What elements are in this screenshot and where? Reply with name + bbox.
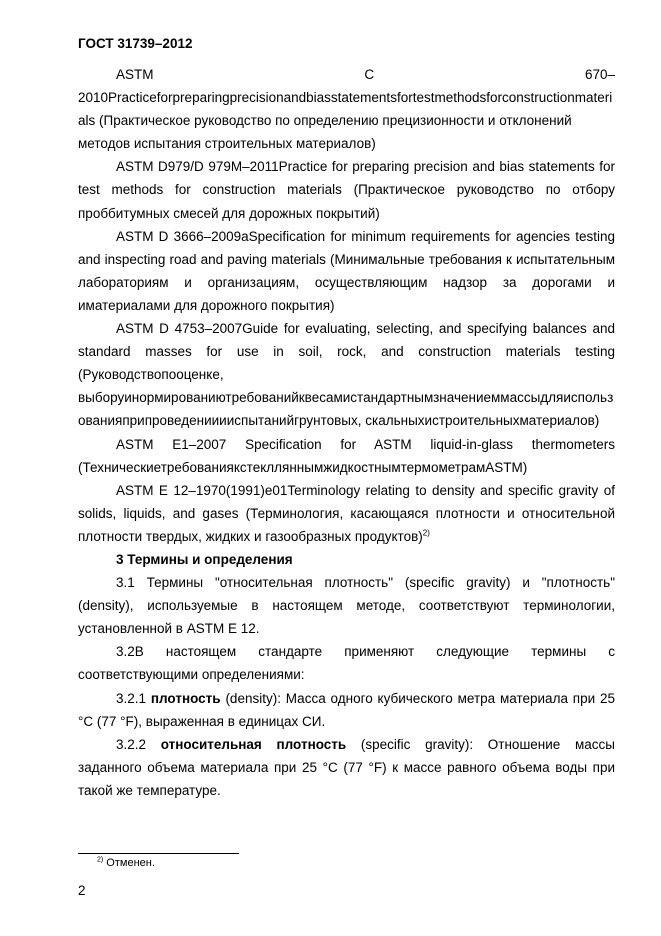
reference-astm-d3666: ASTM D 3666–2009aSpecification for minimum requirements for agencies testing and inspecting road and paving materials (Минимальные требования к испытательным лабораториям и организациям, осуществляющим надзор за дорогами и иматериалами для дорожного покрытия) [78,228,615,313]
paragraph-3-2: 3.2В настоящем стандарте применяют следующие термины с соответствующими определениями: [78,644,615,683]
reference-text: ASTM E 12–1970(1991)e01Terminology relating to density and specific gravity of solids, liquids, and gases (Терминология, касающаяся плотности и относительной плотности твердых, жидких и газообразных продуктов) [78,482,615,544]
definition-number: 3.2.1 [116,690,147,706]
reference-astm-c670: 2010Practiceforpreparingprecisionandbiasstatementsfortestmethodsforconstructionmaterials (Практическое руководство по определению прецизионности и отклонений методов испытания строительных материалов) [78,90,613,152]
paragraph-3-1: 3.1 Термины "относительная плотность" (specific gravity) и "плотность" (density), используемые в настоящем методе, соответствуют терминологии, установленной в ASTM E 12. [78,575,615,637]
definition-specific-gravity [78,733,615,802]
footnote-text: Отменен. [106,857,155,869]
footnote-marker: 2) [97,856,104,864]
definition-text: (density): Масса одного кубического метра материала при 25 °C (77 °F), выраженная в единицах СИ. [78,690,615,729]
page-number: 2 [78,883,86,898]
reference-astm-c670-lead [116,63,615,86]
reference-token: ASTM [116,67,154,82]
reference-astm-d979: ASTM D979/D 979M–2011Practice for preparing precision and bias statements for test methods for construction materials (Практическое руководство по отбору проббитумных смесей для дорожных покрытий) [78,159,615,221]
document-header: ГОСТ 31739–2012 [78,36,193,51]
reference-astm-d4753: ASTM D 4753–2007Guide for evaluating, selecting, and specifying balances and standard masses for use in soil, rock, and construction materials testing (Руководствопооценке, выборуинормированиютребованийквесамистандартнымзначениеммассыдляиспользованияприпроведенииииспытанийгрунтовых, скальныхистроительныхматериалов) [78,321,615,429]
reference-astm-e1: ASTM E1–2007 Specification for ASTM liquid-in-glass thermometers (ТехническиетребованиякстеклляннымжидкостнымтермометрамASTM) [78,436,615,475]
definition-term: плотность [150,690,221,706]
footnote [97,857,155,869]
reference-token: 670– [584,67,615,82]
reference-astm-e12 [78,479,615,548]
definition-text: (specific gravity): Отношение массы заданного объема материала при 25 °C (77 °F) к массе равного объема воды при такой же температуре. [78,736,615,798]
section-heading: 3 Термины и определения [116,551,293,567]
definition-number: 3.2.2 [116,736,147,752]
footnote-divider [78,853,239,854]
definition-term: относительная плотность [160,736,347,752]
document-body [78,63,615,802]
reference-token: C [364,67,375,82]
definition-density [78,687,615,733]
footnote-ref-marker: 2) [422,528,430,538]
